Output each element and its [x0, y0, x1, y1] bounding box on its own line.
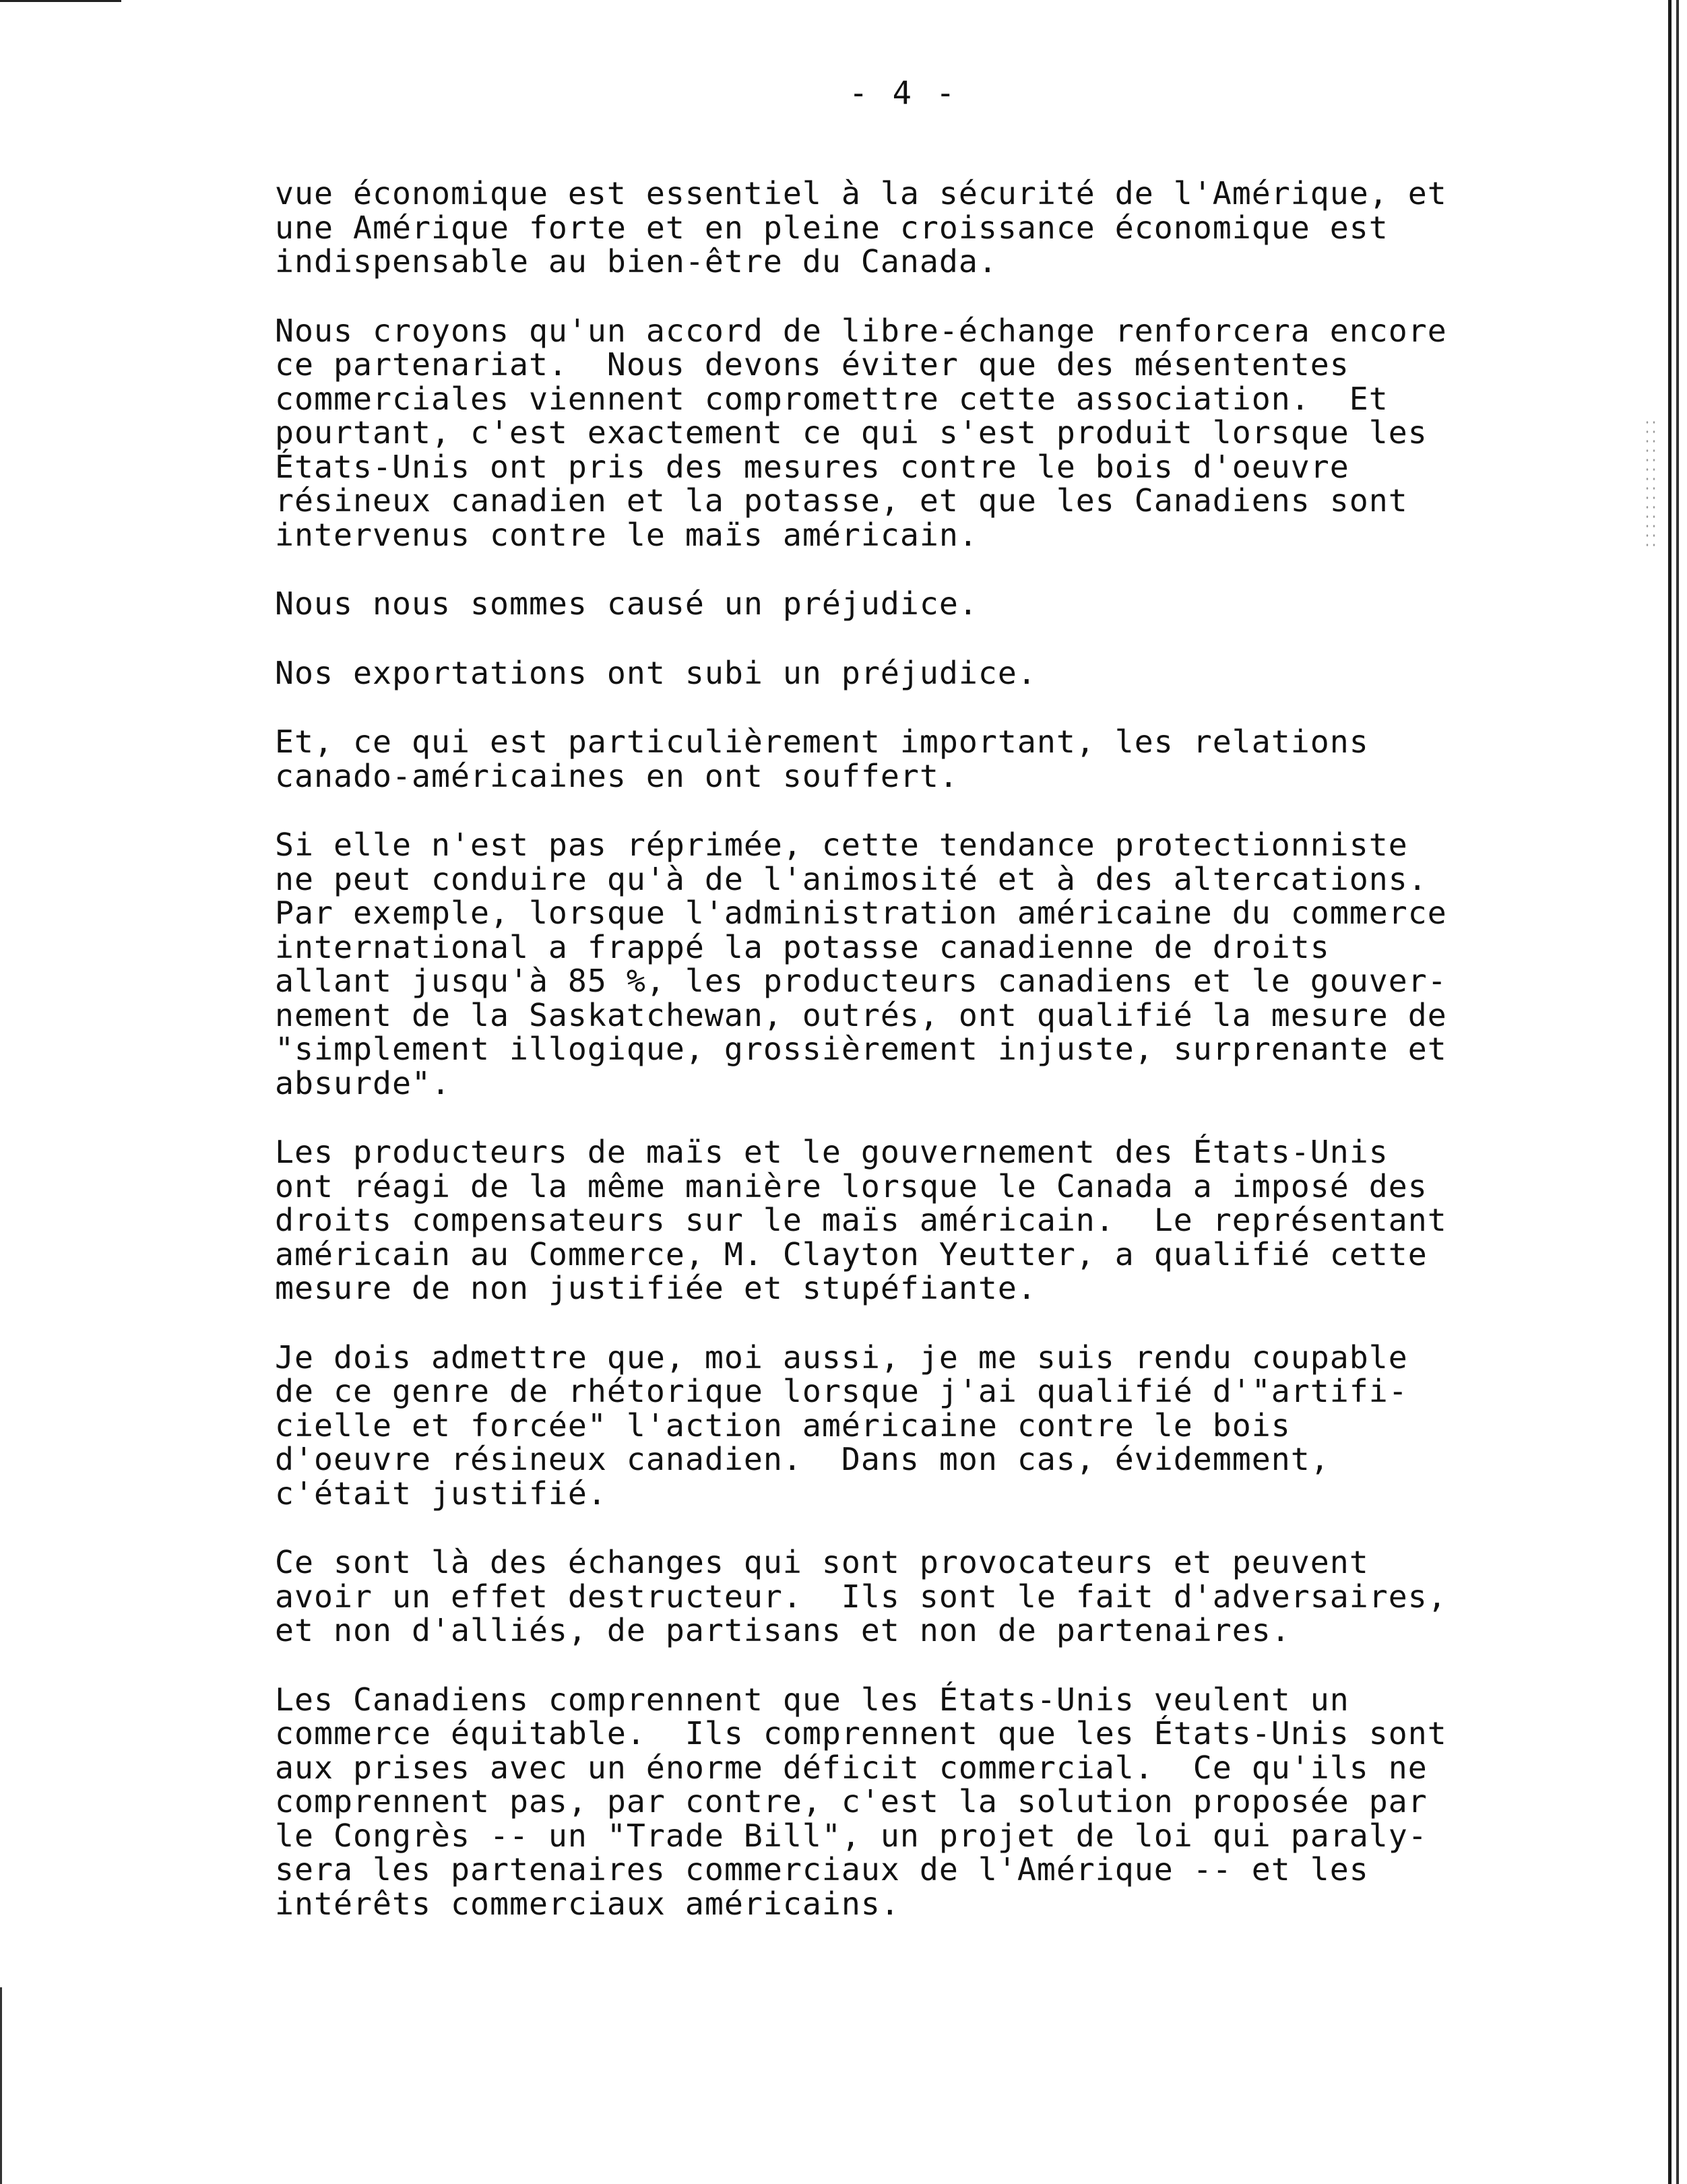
text-line: commerce équitable. Ils comprennent que les États-Unis sont: [275, 1715, 1447, 1752]
text-line: allant jusqu'à 85 %, les producteurs canadiens et le gouver-: [275, 963, 1447, 999]
text-line: Je dois admettre que, moi aussi, je me suis rendu coupable: [275, 1339, 1408, 1376]
text-line: de ce genre de rhétorique lorsque j'ai qualifié d'"artifi-: [275, 1373, 1408, 1409]
text-line: Les Canadiens comprennent que les États-Unis veulent un: [275, 1681, 1349, 1718]
text-line: intervenus contre le maïs américain.: [275, 516, 978, 553]
paragraph: [275, 587, 1616, 621]
text-line: Nos exportations ont subi un préjudice.: [275, 654, 1037, 691]
scan-noise: [1644, 418, 1657, 552]
text-line: pourtant, c'est exactement ce qui s'est produit lorsque les: [275, 414, 1428, 451]
text-line: le Congrès -- un "Trade Bill", un projet de loi qui paraly-: [275, 1817, 1428, 1854]
paragraph: [275, 725, 1616, 793]
text-line: nement de la Saskatchewan, outrés, ont qualifié la mesure de: [275, 996, 1447, 1033]
paragraph: [275, 1683, 1616, 1921]
text-line: sera les partenaires commerciaux de l'Amérique -- et les: [275, 1851, 1369, 1888]
text-line: et non d'alliés, de partisans et non de partenaires.: [275, 1612, 1291, 1648]
document-body: [275, 176, 1616, 1956]
scan-border-right: [1668, 0, 1672, 2184]
text-line: vue économique est essentiel à la sécurité de l'Amérique, et: [275, 175, 1447, 212]
text-line: Ce sont là des échanges qui sont provocateurs et peuvent: [275, 1544, 1369, 1580]
paragraph: [275, 1545, 1616, 1648]
text-line: "simplement illogique, grossièrement injuste, surprenante et: [275, 1031, 1447, 1067]
text-line: américain au Commerce, M. Clayton Yeutter, a qualifié cette: [275, 1235, 1428, 1273]
text-line: intérêts commerciaux américains.: [275, 1885, 900, 1922]
text-line: international a frappé la potasse canadienne de droits: [275, 928, 1330, 965]
text-line: cielle et forcée" l'action américaine contre le bois: [275, 1407, 1291, 1444]
text-line: commerciales viennent compromettre cette association. Et: [275, 380, 1389, 417]
text-line: une Amérique forte et en pleine croissance économique est: [275, 209, 1389, 246]
text-line: aux prises avec un énorme déficit commercial. Ce qu'ils ne: [275, 1749, 1428, 1786]
text-line: Et, ce qui est particulièrement important, les relations: [275, 724, 1369, 760]
text-line: ne peut conduire qu'à de l'animosité et à des altercations.: [275, 860, 1428, 897]
page-number: - 4 -: [849, 75, 958, 112]
scan-border-left: [0, 1987, 2, 2184]
text-line: indispensable au bien-être du Canada.: [275, 243, 998, 280]
text-line: Nous nous sommes causé un préjudice.: [275, 585, 978, 622]
text-line: Nous croyons qu'un accord de libre-échange renforcera encore: [275, 312, 1447, 349]
text-line: Les producteurs de maïs et le gouvernement des États-Unis: [275, 1134, 1389, 1170]
paragraph: [275, 828, 1616, 1100]
text-line: résineux canadien et la potasse, et que les Canadiens sont: [275, 482, 1408, 519]
text-line: ont réagi de la même manière lorsque le Canada a imposé des: [275, 1167, 1428, 1205]
paragraph: [275, 1341, 1616, 1511]
text-line: ce partenariat. Nous devons éviter que des mésententes: [275, 346, 1349, 383]
text-line: c'était justifié.: [275, 1475, 607, 1512]
text-line: mesure de non justifiée et stupéfiante.: [275, 1270, 1037, 1306]
paragraph: [275, 1135, 1616, 1306]
text-line: avoir un effet destructeur. Ils sont le fait d'adversaires,: [275, 1578, 1447, 1615]
text-line: États-Unis ont pris des mesures contre le bois d'oeuvre: [275, 448, 1349, 485]
paragraph: [275, 176, 1616, 279]
scan-border-top: [0, 0, 121, 2]
text-line: Par exemple, lorsque l'administration américaine du commerce: [275, 895, 1447, 931]
paragraph: [275, 656, 1616, 690]
text-line: droits compensateurs sur le maïs américain. Le représentant: [275, 1202, 1447, 1238]
paragraph: [275, 314, 1616, 552]
text-line: d'oeuvre résineux canadien. Dans mon cas, évidemment,: [275, 1441, 1330, 1477]
text-line: canado-américaines en ont souffert.: [275, 757, 959, 794]
scan-border-right-inner: [1676, 0, 1679, 2184]
text-line: comprennent pas, par contre, c'est la solution proposée par: [275, 1783, 1428, 1820]
text-line: absurde".: [275, 1064, 451, 1101]
text-line: Si elle n'est pas réprimée, cette tendance protectionniste: [275, 827, 1408, 863]
